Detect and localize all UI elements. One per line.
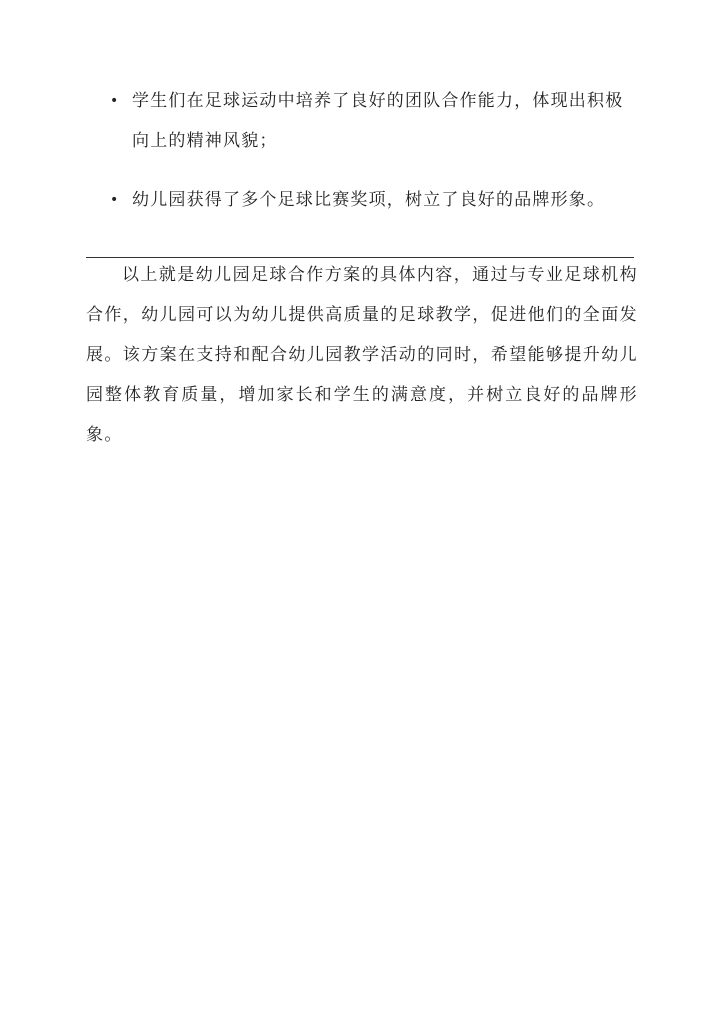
bullet-dot-icon: • — [110, 192, 120, 208]
bullet-item-awards — [110, 180, 630, 220]
conclusion-paragraph: 以上就是幼儿园足球合作方案的具体内容，通过与专业足球机构合作，幼儿园可以为幼儿提供高质量的足球教学，促进他们的全面发展。该方案在支持和配合幼儿园教学活动的同时，希望能够提升幼儿园整体教育质量，增加家长和学生的满意度，并树立良好的品牌形象。 — [86, 265, 638, 445]
bullet-text: 学生们在足球运动中培养了良好的团队合作能力，体现出积极向上的精神风貌； — [132, 91, 624, 151]
bullet-text: 幼儿园获得了多个足球比赛奖项，树立了良好的品牌形象。 — [132, 190, 606, 210]
bullet-dot-icon: • — [110, 93, 120, 109]
bullet-item-teamwork — [110, 81, 630, 161]
